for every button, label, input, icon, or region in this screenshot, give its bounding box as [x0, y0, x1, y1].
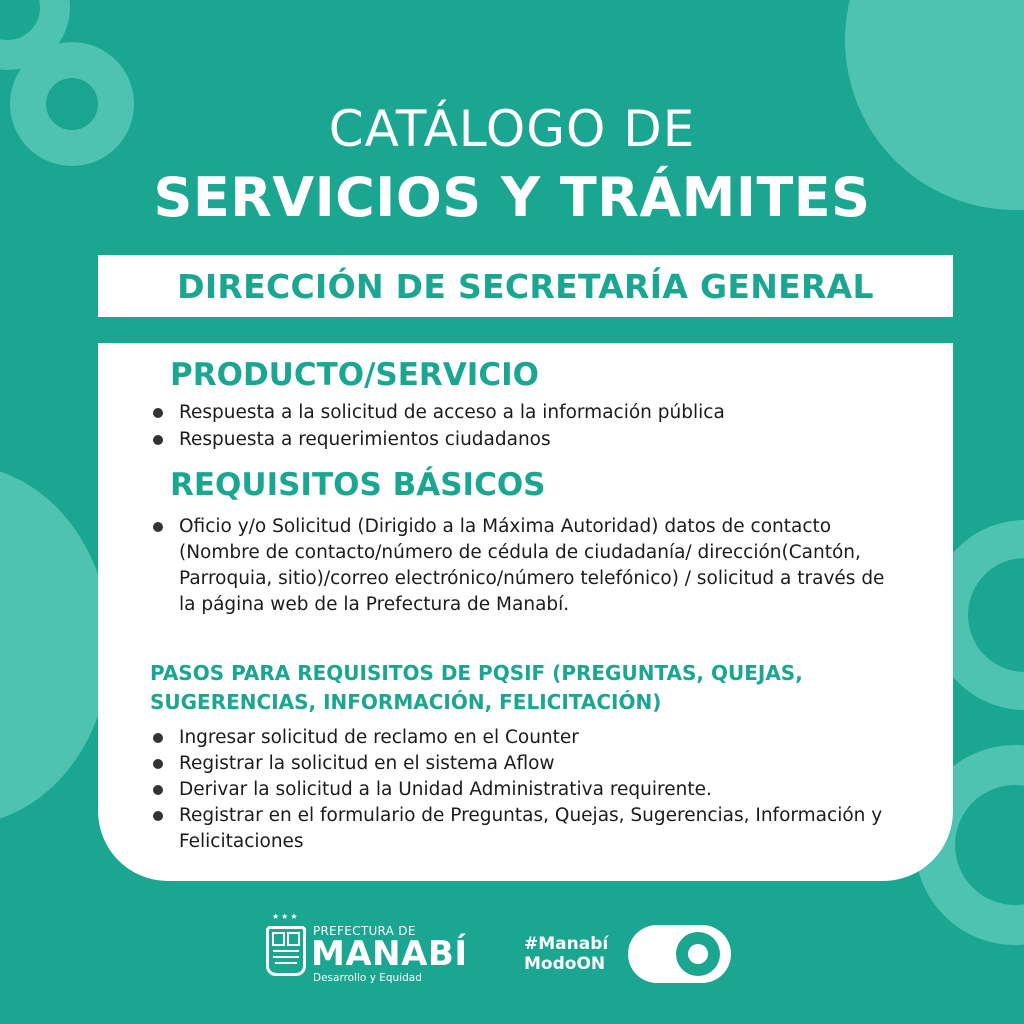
list-item: Ingresar solicitud de reclamo en el Counter — [153, 725, 893, 751]
list-item: Derivar la solicitud a la Unidad Administrativa requirente. — [153, 777, 893, 803]
list-item: Registrar la solicitud en el sistema Aflow — [153, 751, 893, 777]
pasos-heading: PASOS PARA REQUISITOS DE PQSIF (PREGUNTAS, QUEJAS, SUGERENCIAS, INFORMACIÓN, FELICITACIÓN) — [150, 661, 803, 714]
stars-icon: ★★★ — [272, 912, 300, 921]
department-name: DIRECCIÓN DE SECRETARÍA GENERAL — [177, 266, 874, 306]
hashtag-line-2: ModoON — [524, 954, 606, 974]
hashtag-line-1: #Manabí — [524, 934, 609, 954]
requisitos-heading: REQUISITOS BÁSICOS — [170, 467, 546, 503]
toggle-on-icon — [628, 925, 731, 983]
prefectura-logo — [266, 912, 468, 988]
logo-top-text: PREFECTURA DE — [313, 924, 416, 938]
list-item: Respuesta a requerimientos ciudadanos — [153, 426, 913, 453]
title-line-1: CATÁLOGO DE — [328, 100, 696, 158]
logo-name: MANABÍ — [311, 934, 468, 974]
producto-heading: PRODUCTO/SERVICIO — [170, 357, 539, 393]
list-item: Oficio y/o Solicitud (Dirigido a la Máxima Autoridad) datos de contacto (Nombre de contacto/número de cédula de ciudadanía/ dirección(Cantón, Parroquia, sitio)/correo electrónico/número telefónico) / solicitud a través de la página web de la Prefectura de Manabí. — [153, 514, 893, 618]
pasos-list — [153, 725, 893, 855]
list-item: Respuesta a la solicitud de acceso a la información pública — [153, 399, 913, 426]
requisitos-list — [153, 514, 893, 618]
toggle-knob-dot — [688, 944, 708, 964]
list-item: Registrar en el formulario de Preguntas, Quejas, Sugerencias, Información y Felicitaciones — [153, 803, 893, 855]
content-card — [98, 343, 953, 881]
producto-list — [153, 399, 913, 453]
decor-blob-left — [0, 465, 110, 825]
crest-icon — [266, 926, 306, 976]
hashtag — [524, 934, 608, 974]
title-line-2: SERVICIOS Y TRÁMITES — [153, 166, 871, 229]
department-banner — [98, 255, 953, 317]
logo-tagline: Desarrollo y Equidad — [313, 972, 422, 984]
toggle-knob — [676, 932, 720, 976]
